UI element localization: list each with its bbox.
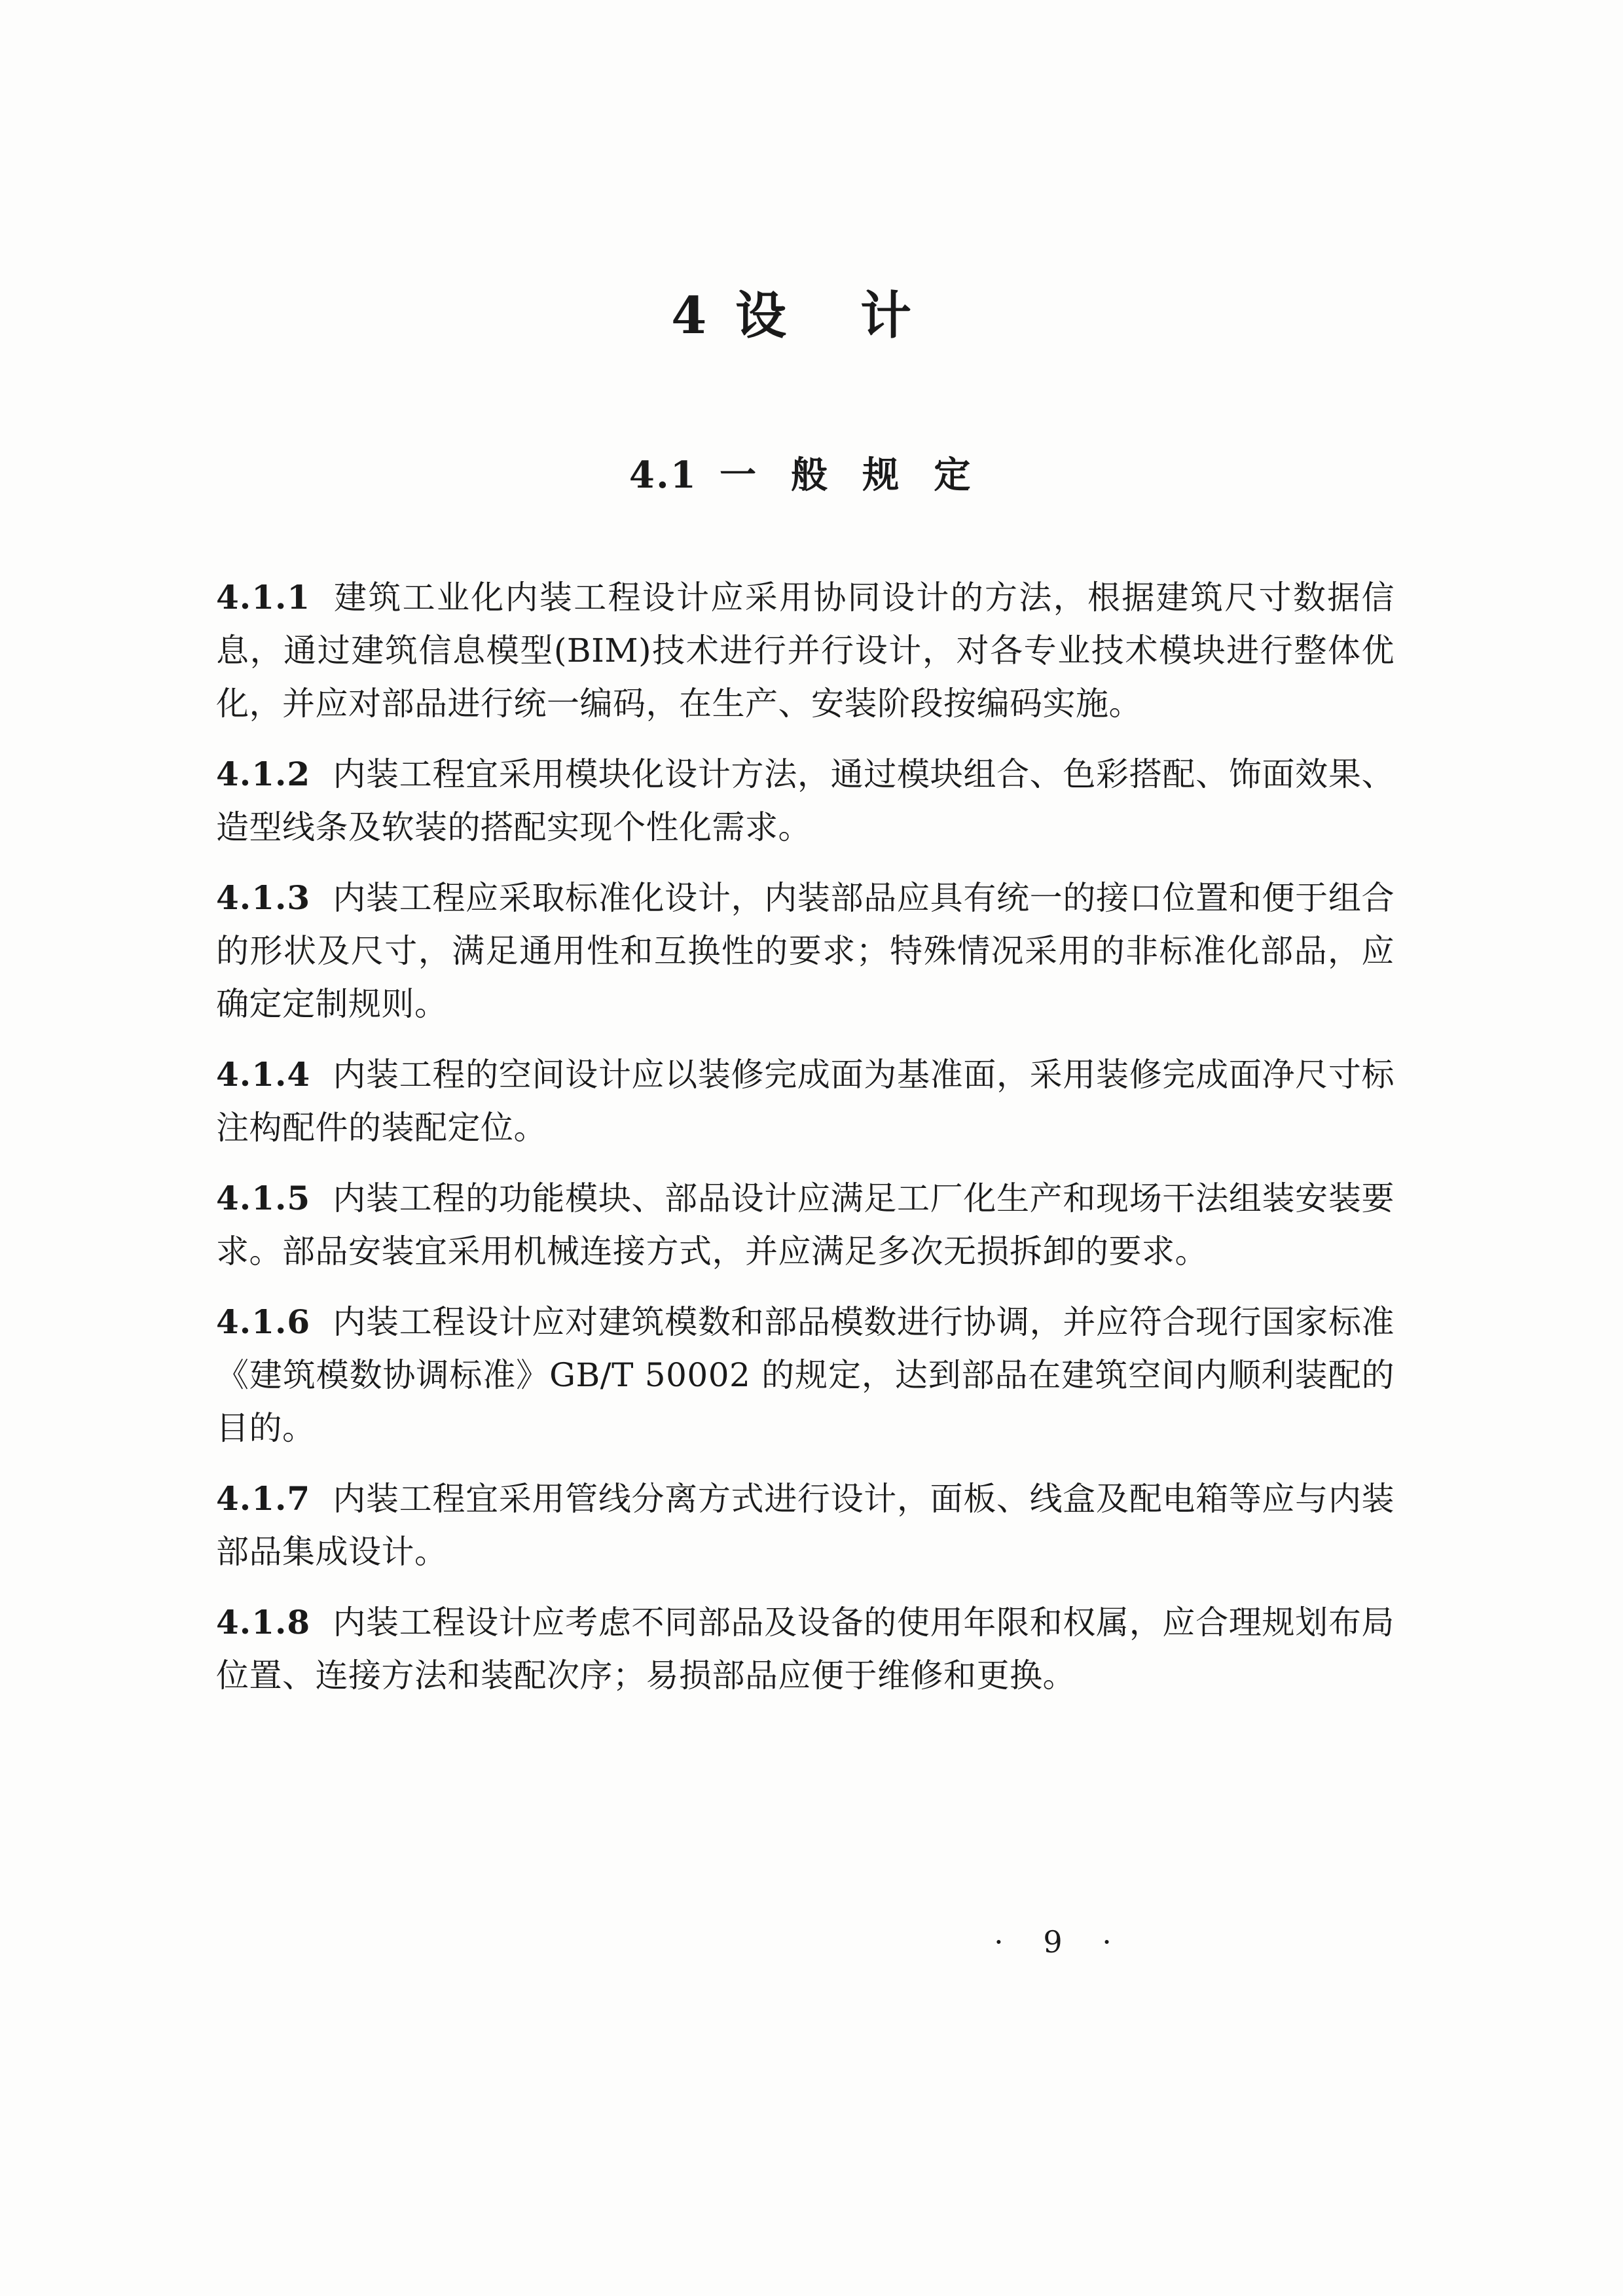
clause-text: 内装工程的功能模块、部品设计应满足工厂化生产和现场干法组装安装要求。部品安装宜采用机械连接方式，并应满足多次无损拆卸的要求。 [216, 1179, 1395, 1270]
clause-text: 内装工程宜采用模块化设计方法，通过模块组合、色彩搭配、饰面效果、造型线条及软装的搭配实现个性化需求。 [216, 755, 1395, 846]
clause-paragraph [216, 1472, 1395, 1579]
clause-number: 4.1.7 [216, 1479, 311, 1518]
page-content [216, 275, 1395, 1719]
clause-paragraph [216, 1596, 1395, 1702]
clause-paragraph [216, 1172, 1395, 1278]
clause-text: 内装工程应采取标准化设计，内装部品应具有统一的接口位置和便于组合的形状及尺寸，满足通用性和互换性的要求；特殊情况采用的非标准化部品，应确定定制规则。 [216, 879, 1395, 1023]
clause-number: 4.1.8 [216, 1603, 311, 1641]
chapter-title-text: 设 计 [735, 286, 939, 346]
clause-text: 内装工程设计应考虑不同部品及设备的使用年限和权属，应合理规划布局位置、连接方法和装配次序；易损部品应便于维修和更换。 [216, 1604, 1395, 1695]
clause-number: 4.1.4 [216, 1055, 311, 1094]
clause-paragraph [216, 1048, 1395, 1155]
clause-text: 内装工程的空间设计应以装修完成面为基准面，采用装修完成面净尺寸标注构配件的装配定位。 [216, 1056, 1395, 1147]
clause-text: 内装工程设计应对建筑模数和部品模数进行协调，并应符合现行国家标准《建筑模数协调标准》GB/T 50002 的规定，达到部品在建筑空间内顺利装配的目的。 [216, 1303, 1395, 1447]
page-number: · 9 · [994, 1924, 1127, 1960]
clause-number: 4.1.2 [216, 755, 311, 793]
chapter-heading [216, 275, 1395, 348]
clause-text: 建筑工业化内装工程设计应采用协同设计的方法，根据建筑尺寸数据信息，通过建筑信息模型(BIM)技术进行并行设计，对各专业技术模块进行整体优化，并应对部品进行统一编码，在生产、安装阶段按编码实施。 [216, 579, 1395, 723]
section-number: 4.1 [629, 454, 698, 497]
clause-paragraph [216, 747, 1395, 854]
clause-number: 4.1.6 [216, 1302, 311, 1341]
clause-number: 4.1.1 [216, 578, 311, 617]
section-title-text: 一 般 规 定 [720, 454, 982, 497]
chapter-number: 4 [671, 286, 708, 346]
clause-number: 4.1.5 [216, 1179, 311, 1217]
clause-paragraph [216, 871, 1395, 1031]
clause-number: 4.1.3 [216, 878, 311, 917]
clause-paragraph [216, 571, 1395, 730]
clause-paragraph [216, 1295, 1395, 1455]
clause-text: 内装工程宜采用管线分离方式进行设计，面板、线盒及配电箱等应与内装部品集成设计。 [216, 1480, 1395, 1571]
section-heading [216, 446, 1395, 499]
